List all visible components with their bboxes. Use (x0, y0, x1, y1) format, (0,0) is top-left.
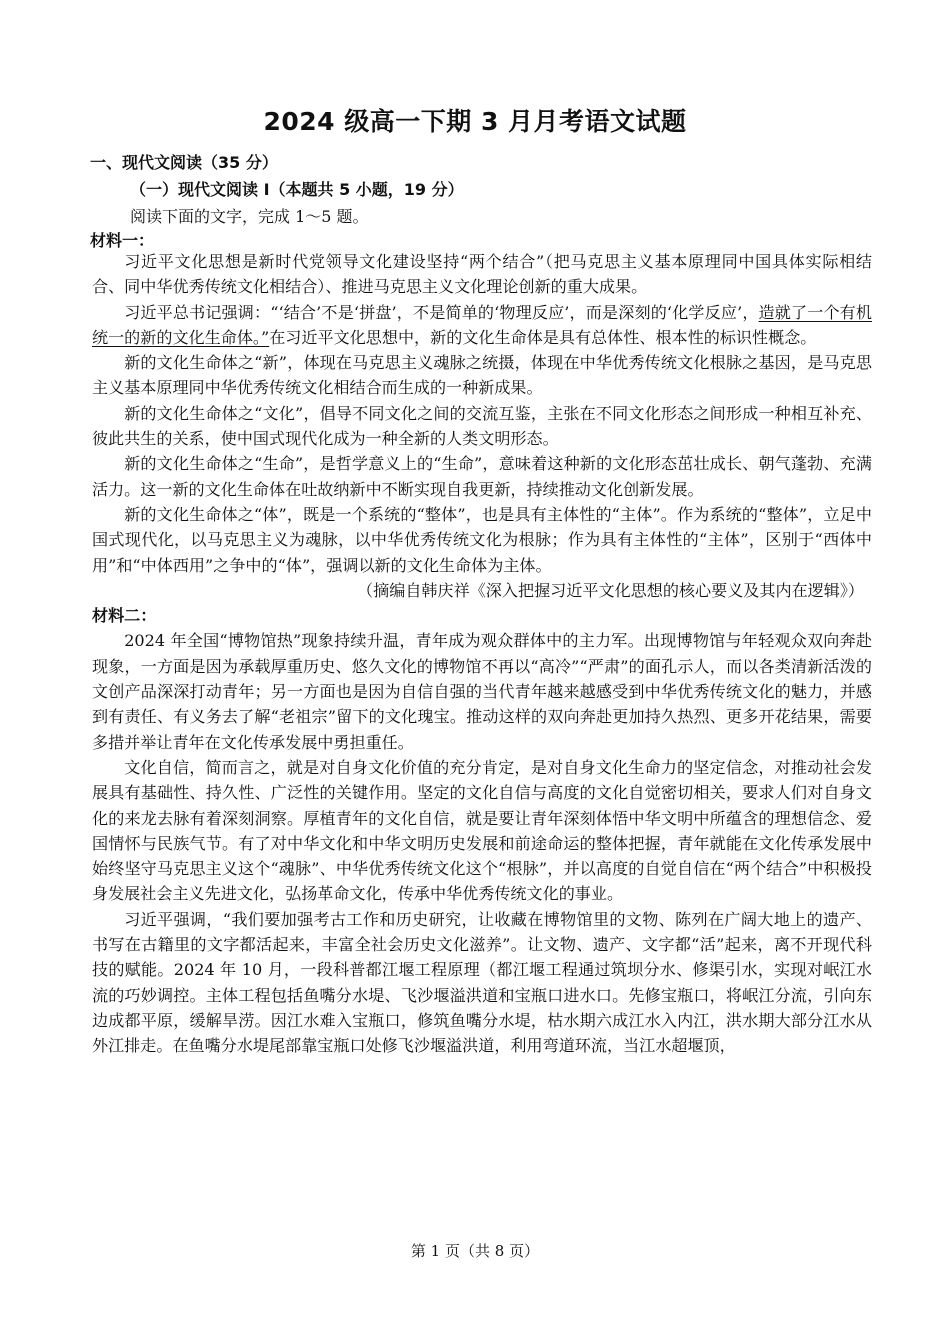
material2-paragraph: 文化自信，简而言之，就是对自身文化价值的充分肯定，是对自身文化生命力的坚定信念，对推动社会发展具有基础性、持久性、广泛性的关键作用。坚定的文化自信与高度的文化自觉密切相关，要求人们对自身文化的来龙去脉有着深刻洞察。厚植青年的文化自信，就是要让青年深刻体悟中华文明中所蕴含的理想信念、爱国情怀与民族气节。有了对中华文化和中华文明历史发展和前途命运的整体把握，青年就能在文化传承发展中始终坚守马克思主义这个“魂脉”、中华优秀传统文化这个“根脉”，并以高度的自觉自信在“两个结合”中积极投身发展社会主义先进文化，弘扬革命文化，传承中华优秀传统文化的事业。 (92, 757, 872, 904)
underlined-sentence: 造就了一个有机统一的新的文化生命体。” (92, 302, 872, 347)
page-title: 2024 级高一下期 3 月月考语文试题 (263, 107, 687, 136)
page-footer: 第 1 页（共 8 页） (410, 1242, 540, 1260)
material1-paragraph: 新的文化生命体之“生命”，是哲学意义上的“生命”，意味着这种新的文化形态茁壮成长、朝气蓬勃、充满活力。这一新的文化生命体在吐故纳新中不断实现自我更新，持续推动文化创新发展。 (92, 454, 872, 499)
material2-paragraph: 2024 年全国“博物馆热”现象持续升温，青年成为观众群体中的主力军。出现博物馆与年轻观众双向奔赴现象，一方面是因为承载厚重历史、悠久文化的博物馆不再以“高冷”“严肃”的面孔示人，而以各类清新活泼的文创产品深深打动青年；另一方面也是因为自信自强的当代青年越来越感受到中华优秀传统文化的魅力，并感到有责任、有义务去了解“老祖宗”留下的文化瑰宝。推动这样的双向奔赴更加持久热烈、更多开花结果，需要多措并举让青年在文化传承发展中勇担重任。 (92, 631, 872, 752)
material1-source: （摘编自韩庆祥《深入把握习近平文化思想的核心要义及其内在逻辑》） (357, 580, 864, 600)
material1-paragraph: 习近平总书记强调：“‘结合’不是‘拼盘’，不是简单的‘物理反应’，而是深刻的‘化学反应’，造就了一个有机统一的新的文化生命体。”在习近平文化思想中，新的文化生命体是具有总体性、根本性的标识性概念。 (92, 302, 872, 347)
material1-paragraph: 新的文化生命体之“体”，既是一个系统的“整体”，也是具有主体性的“主体”。作为系统的“整体”，立足中国式现代化，以马克思主义为魂脉，以中华优秀传统文化为根脉；作为具有主体性的“主体”，区别于“西体中用”和“中体西用”之争中的“体”，强调以新的文化生命体为主体。 (92, 504, 872, 575)
material1-paragraph: 新的文化生命体之“文化”，倡导不同文化之间的交流互鉴，主张在不同文化形态之间形成一种相互补充、彼此共生的关系，使中国式现代化成为一种全新的人类文明形态。 (92, 403, 872, 449)
material2-label: 材料二： (92, 606, 157, 626)
material1-paragraph: 习近平文化思想是新时代党领导文化建设坚持“两个结合”（把马克思主义基本原理同中国具体实际相结合、同中华优秀传统文化相结合）、推进马克思主义文化理论创新的重大成果。 (92, 252, 872, 297)
reading-instruction: 阅读下面的文字，完成 1～5 题。 (130, 207, 369, 226)
material1-paragraph: 新的文化生命体之“新”，体现在马克思主义魂脉之统摄，体现在中华优秀传统文化根脉之基因，是马克思主义基本原理同中华优秀传统文化相结合而生成的一种新成果。 (92, 353, 872, 398)
material1-label: 材料一： (90, 231, 155, 250)
section-heading: 一、现代文阅读（35 分） (90, 153, 278, 172)
material2-paragraph: 习近平强调，“我们要加强考古工作和历史研究，让收藏在博物馆里的文物、陈列在广阔大地上的遗产、书写在古籍里的文字都活起来，丰富全社会历史文化滋养”。让文物、遗产、文字都“活”起来，离不开现代科技的赋能。2024 年 10 月，一段科普都江堰工程原理（都江堰工程通过筑坝分水、修渠引水，实现对岷江水流的巧妙调控。主体工程包括鱼嘴分水堤、飞沙堰溢洪道和宝瓶口进水口。先修宝瓶口，将岷江分流，引向东边成都平原，缓解旱涝。因江水难入宝瓶口，修筑鱼嘴分水堤，枯水期六成江水入内江，洪水期大部分江水从外江排走。在鱼嘴分水堤尾部靠宝瓶口处修飞沙堰溢洪道，利用弯道环流，当江水超堰顶， (92, 909, 872, 1056)
passage-body (92, 249, 872, 1059)
subsection-heading: （一）现代文阅读 I（本题共 5 小题，19 分） (130, 180, 464, 199)
